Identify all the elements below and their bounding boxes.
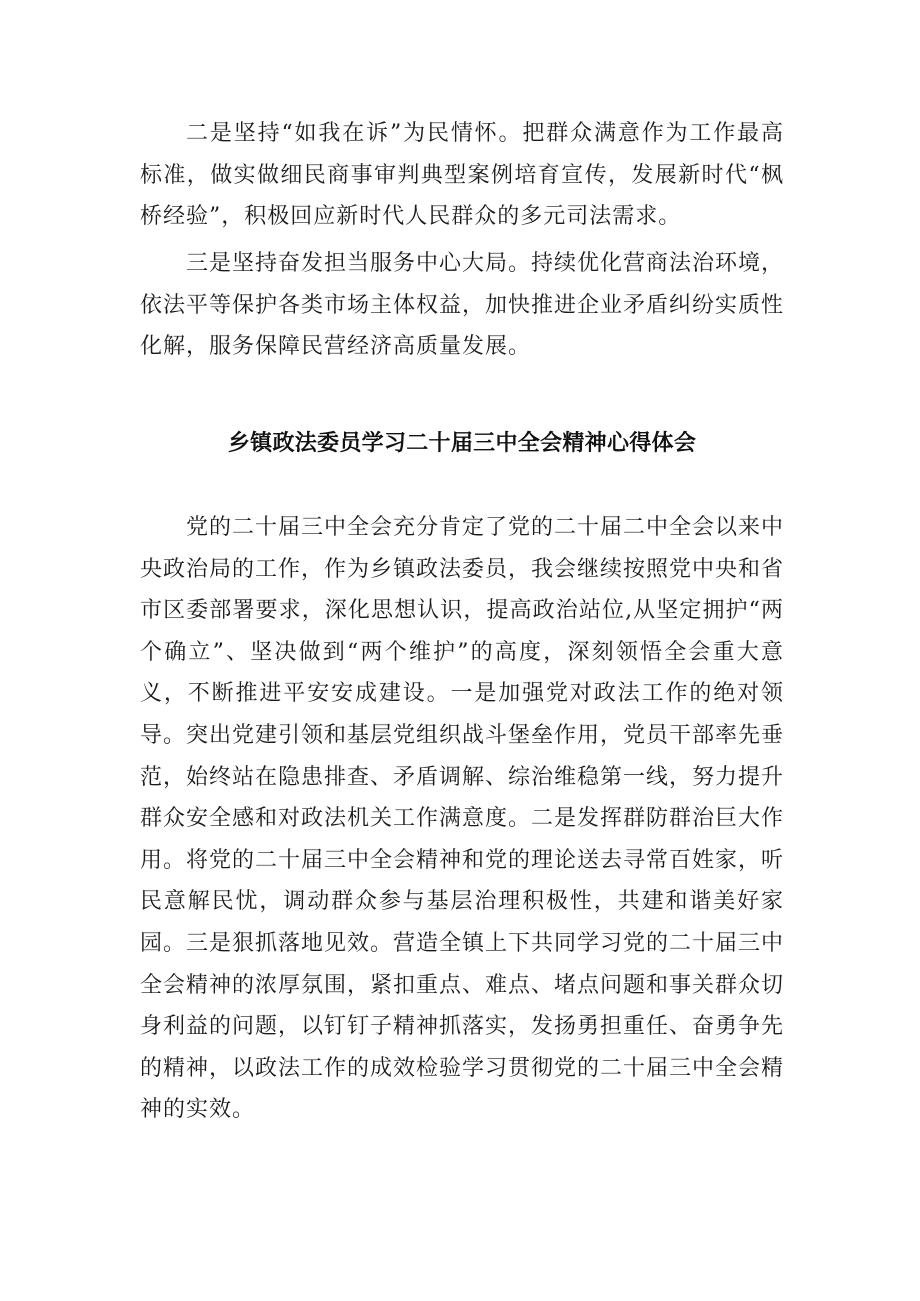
paragraph-point-two: 二是坚持“如我在诉”为民情怀。把群众满意作为工作最高标准，做实做细民商事审判典型案例培育宣传，发展新时代“枫桥经验”，积极回应新时代人民群众的多元司法需求。 — [140, 121, 784, 229]
article-body-paragraph: 党的二十届三中全会充分肯定了党的二十届二中全会以来中央政治局的工作，作为乡镇政法委员，我会继续按照党中央和省市区委部署要求，深化思想认识，提高政治站位,从坚定拥护“两个确立”、坚决做到“两个维护”的高度，深刻领悟全会重大意义，不断推进平安安成建设。一是加强党对政法工作的绝对领导。突出党建引领和基层党组织战斗堡垒作用，党员干部率先垂范，始终站在隐患排查、矛盾调解、综治维稳第一线，努力提升群众安全感和对政法机关工作满意度。二是发挥群防群治巨大作用。将党的二十届三中全会精神和党的理论送去寻常百姓家，听民意解民忧，调动群众参与基层治理积极性，共建和谐美好家园。三是狠抓落地见效。营造全镇上下共同学习党的二十届三中全会精神的浓厚氛围，紧扣重点、难点、堵点问题和事关群众切身利益的问题，以钉钉子精神抓落实，发扬勇担重任、奋勇争先的精神，以政法工作的成效检验学习贯彻党的二十届三中全会精神的实效。 — [140, 515, 785, 1123]
paragraph-point-three: 三是坚持奋发担当服务中心大局。持续优化营商法治环境，依法平等保护各类市场主体权益，加快推进企业矛盾纠纷实质性化解，服务保障民营经济高质量发展。 — [140, 251, 785, 359]
article-title: 乡镇政法委员学习二十届三中全会精神心得体会 — [227, 431, 697, 456]
